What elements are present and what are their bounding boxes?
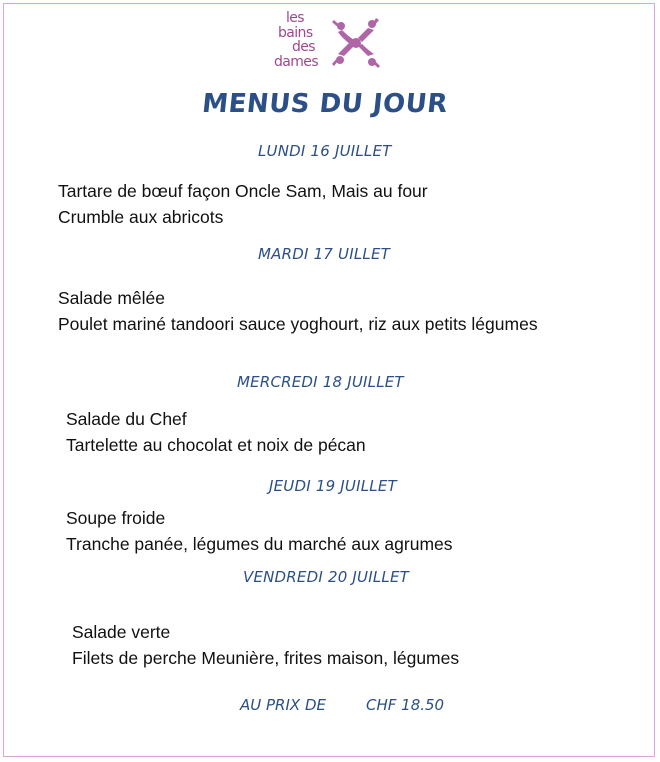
day-heading: MARDI 17 UILLET [258,245,390,263]
dish-line: Soupe froide [66,508,166,528]
dish-line: Crumble aux abricots [58,207,224,227]
dish-line: Salade du Chef [66,409,187,429]
dish-line: Tartelette au chocolat et noix de pécan [66,435,366,455]
logo-line: dames [274,53,319,70]
day-heading: LUNDI 16 JUILLET [258,142,392,160]
dish-line: Filets de perche Meunière, frites maison, légumes [72,648,460,668]
page-title: MENUS DU JOUR [200,89,450,119]
price-label: AU PRIX DE [240,696,326,714]
logo-line: bains [278,24,313,41]
price-value: CHF 18.50 [366,696,445,714]
day-heading: JEUDI 19 JUILLET [269,477,397,495]
bathers-emblem-icon [328,10,384,76]
logo-wordmark [272,11,334,69]
dish-line: Salade verte [72,622,171,642]
dish-line: Salade mêlée [58,288,166,308]
logo [272,10,384,80]
day-heading: VENDREDI 20 JUILLET [243,568,409,586]
day-heading: MERCREDI 18 JUILLET [237,373,404,391]
logo-line: des [292,39,315,55]
logo-line: les [286,10,304,26]
dish-line: Tartare de bœuf façon Oncle Sam, Mais au four [58,181,428,201]
dish-line: Poulet mariné tandoori sauce yoghourt, riz aux petits légumes [58,314,538,334]
dish-line: Tranche panée, légumes du marché aux agrumes [66,534,453,554]
